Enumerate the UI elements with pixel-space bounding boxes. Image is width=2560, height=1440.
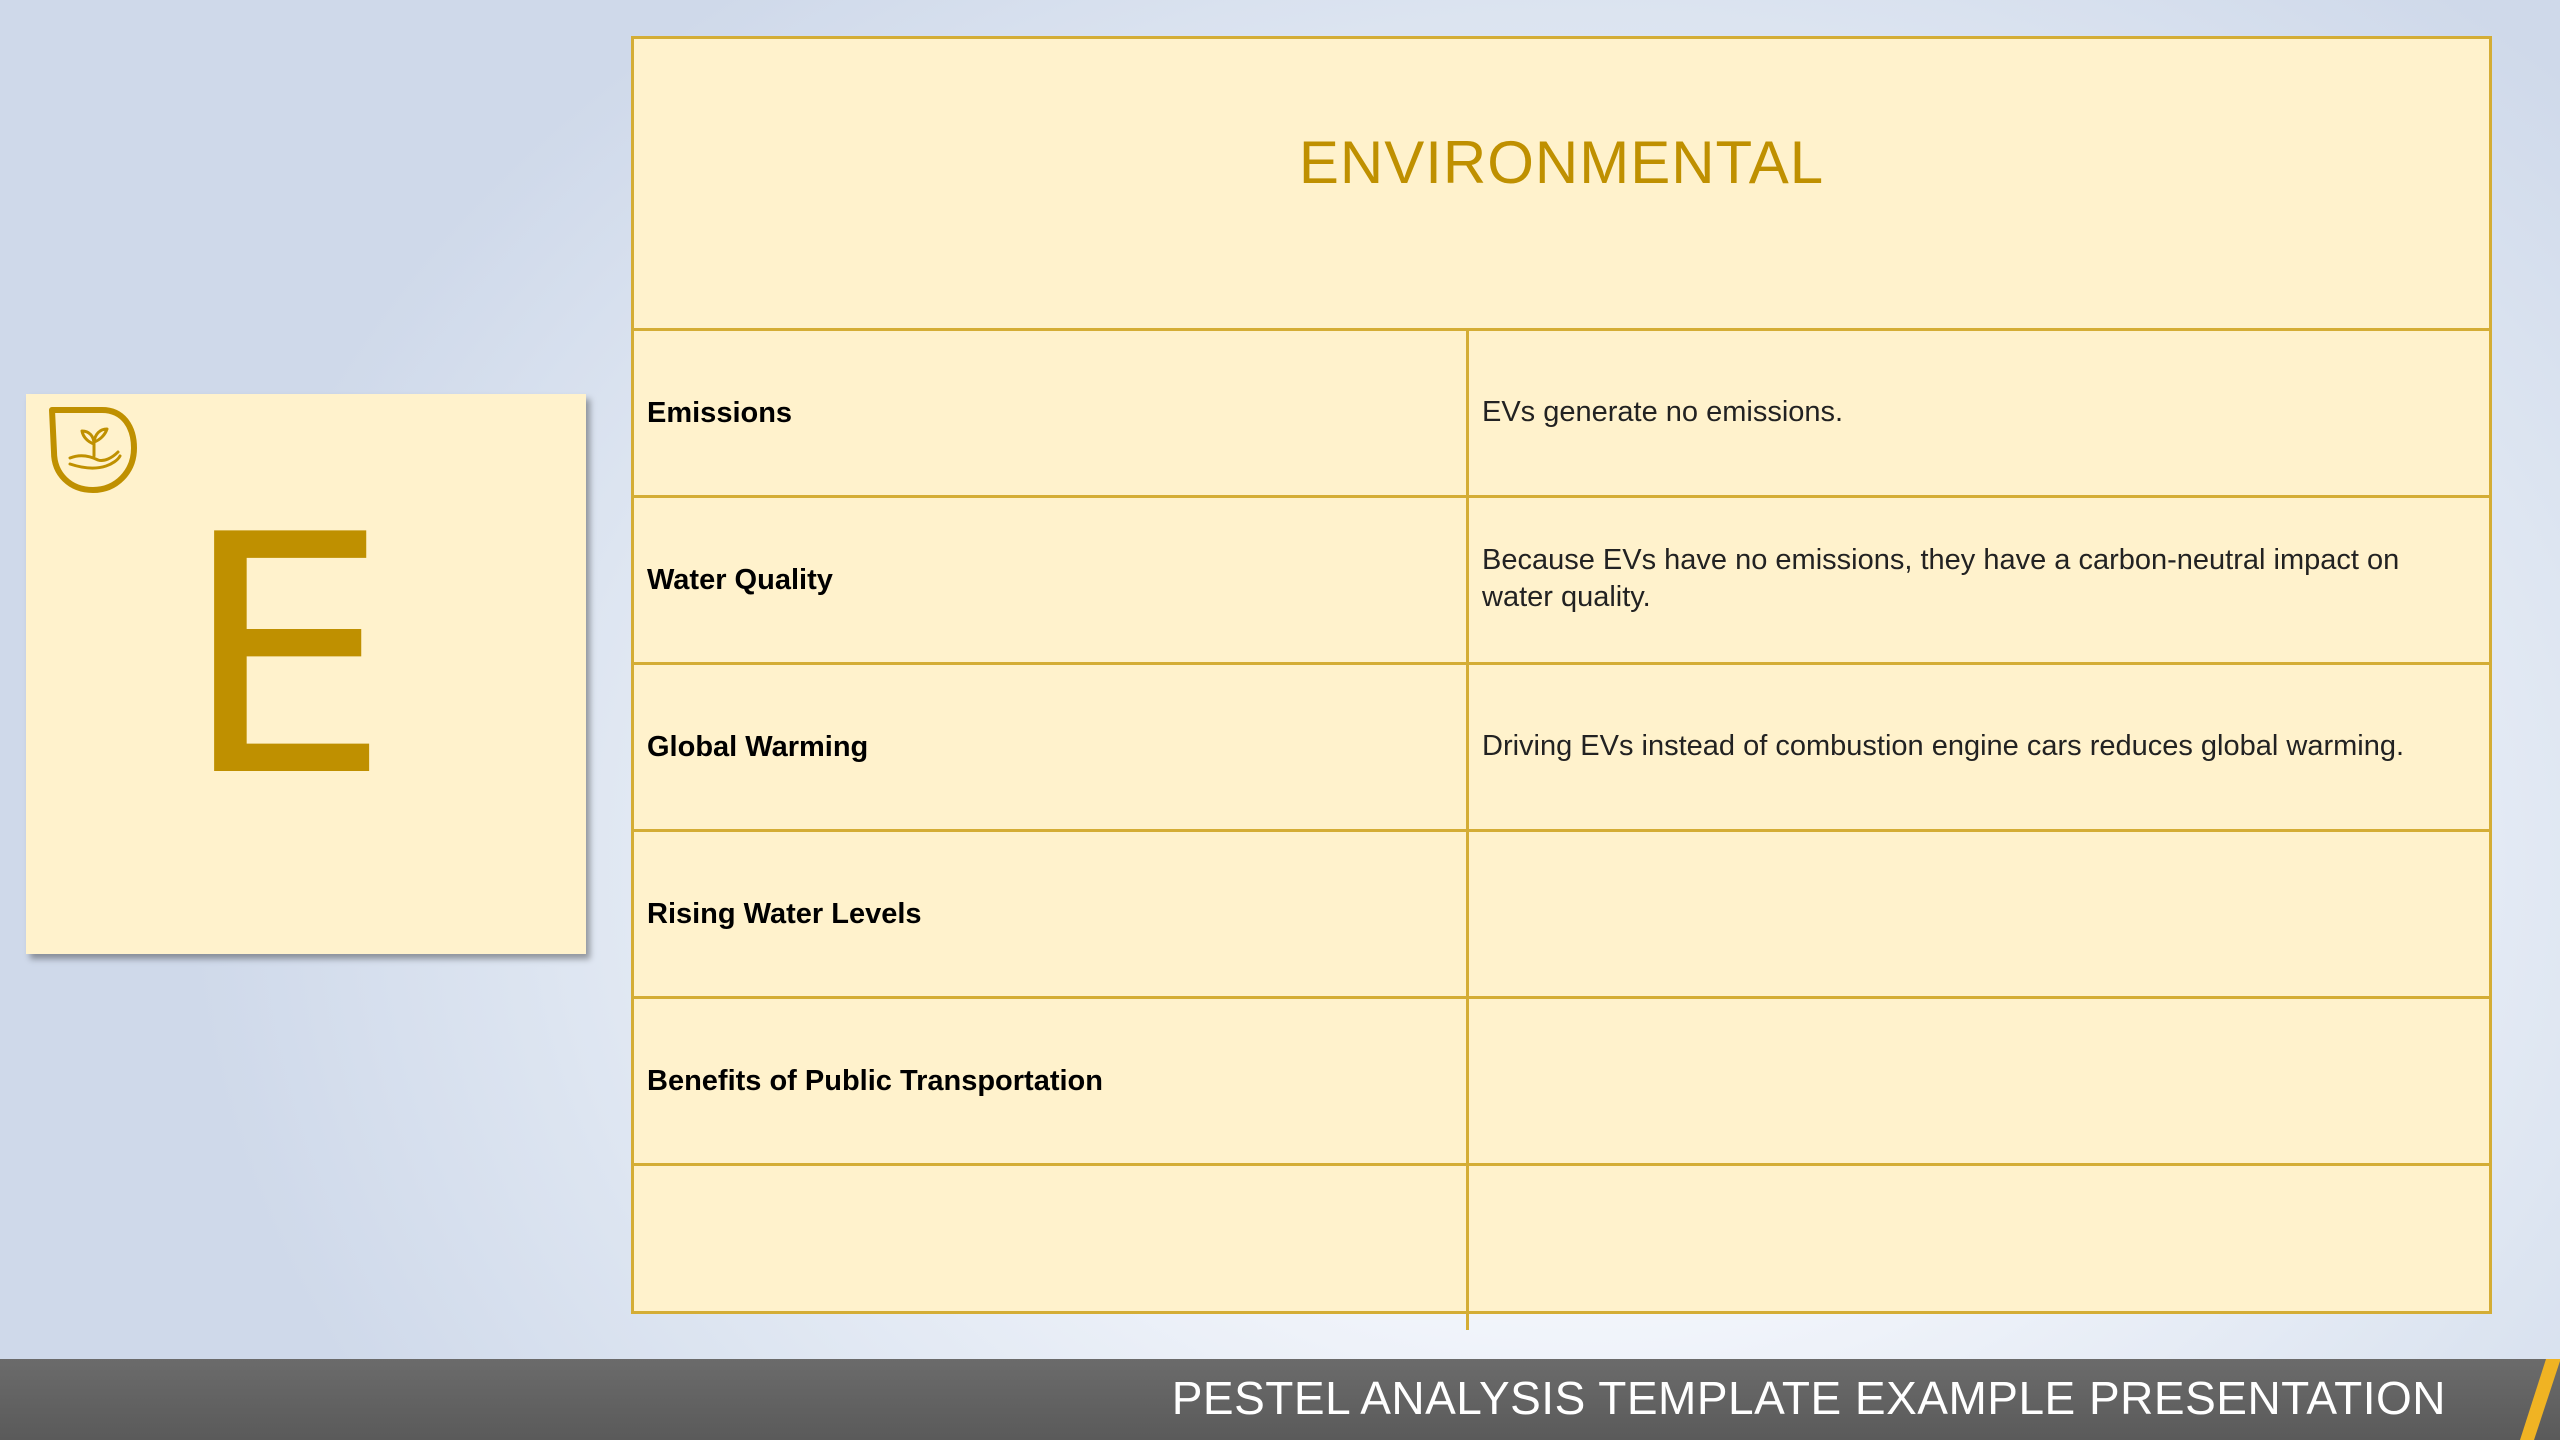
- table-row: [634, 331, 2489, 498]
- presentation-title: PESTEL ANALYSIS TEMPLATE EXAMPLE PRESENTATION: [1171, 1372, 2446, 1424]
- impact-cell: [1469, 665, 2489, 829]
- impact-cell: [1469, 832, 2489, 996]
- factor-cell: Water Quality: [634, 498, 1469, 662]
- factor-cell: Benefits of Public Transportation: [634, 999, 1469, 1163]
- impact-cell: [1469, 999, 2489, 1163]
- factor-cell: Rising Water Levels: [634, 832, 1469, 996]
- table-row: [634, 665, 2489, 832]
- table-row: [634, 1166, 2489, 1330]
- footer-bar: [0, 1359, 2560, 1440]
- factor-cell: [634, 1166, 1469, 1330]
- table-row: [634, 999, 2489, 1166]
- pestel-table: [631, 36, 2492, 1314]
- accent-stripe: [2480, 1359, 2560, 1440]
- table-row: [634, 498, 2489, 665]
- factor-cell: Global Warming: [634, 665, 1469, 829]
- impact-cell: [1469, 1166, 2489, 1330]
- impact-cell: [1469, 498, 2489, 662]
- impact-cell: [1469, 331, 2489, 495]
- hand-sprout-leaf-icon: [46, 404, 140, 498]
- big-letter: E: [181, 465, 391, 849]
- table-title: ENVIRONMENTAL: [1298, 129, 1825, 196]
- impact-text: Driving EVs instead of combustion engine cars reduces global warming.: [1482, 729, 2405, 762]
- letter-card: [26, 394, 586, 954]
- factor-cell: Emissions: [634, 331, 1469, 495]
- impact-text: Because EVs have no emissions, they have a carbon-neutral impact on water quality.: [1482, 544, 2400, 613]
- table-row: [634, 832, 2489, 999]
- impact-text: EVs generate no emissions.: [1482, 395, 1844, 428]
- table-header: [634, 39, 2489, 331]
